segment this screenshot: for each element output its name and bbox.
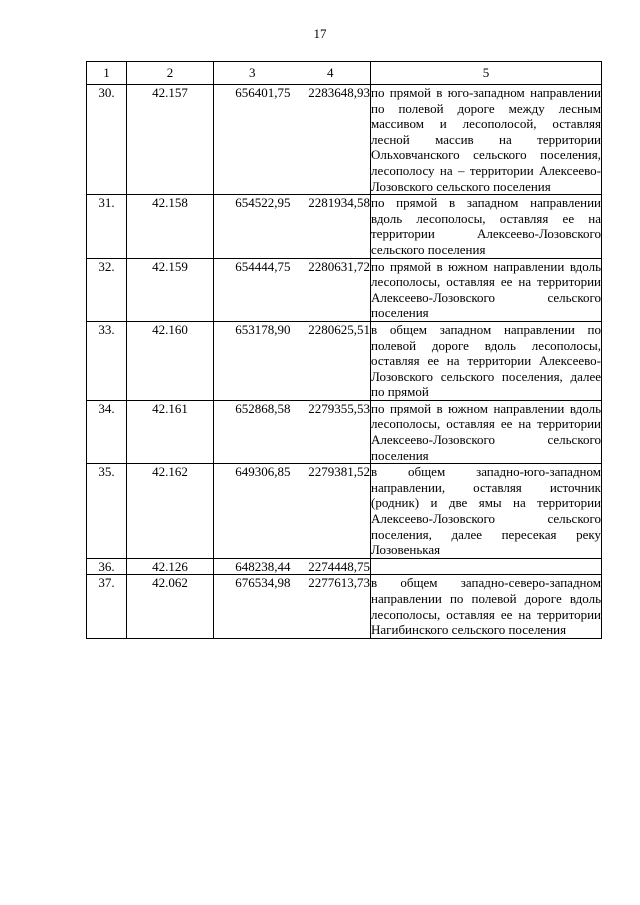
point-id: 42.062 [127,575,214,638]
row-number: 36. [87,558,127,575]
table-row [87,464,602,559]
coordinate-x: 654522,95 [214,195,291,258]
row-number: 35. [87,464,127,559]
header-col-4: 4 [291,62,371,85]
page-number: 17 [313,26,327,41]
table-row [87,85,602,195]
coordinate-y: 2274448,75 [291,558,371,575]
row-number: 33. [87,321,127,400]
table-row [87,558,602,575]
row-number: 30. [87,85,127,195]
coordinate-y: 2277613,73 [291,575,371,638]
row-number: 34. [87,400,127,463]
coordinate-x: 648238,44 [214,558,291,575]
header-col-5: 5 [371,62,602,85]
coordinate-y: 2279355,53 [291,400,371,463]
point-id: 42.157 [127,85,214,195]
coordinate-y: 2280625,51 [291,321,371,400]
point-id: 42.161 [127,400,214,463]
coordinate-y: 2279381,52 [291,464,371,559]
boundary-description: в общем западно-юго-западном направлении, оставляя источник (родник) и две ямы на территории Алексеево-Лозовского сельского поселения, далее пересекая реку Лозовенькая [371,464,601,558]
table-row [87,195,602,258]
row-number: 31. [87,195,127,258]
table-row [87,575,602,638]
coordinate-y: 2280631,72 [291,258,371,321]
coordinate-y: 2283648,93 [291,85,371,195]
boundary-description: по прямой в юго-западном направлении по полевой дороге между лесным массивом и лесополосой, оставляя лесной массив на территории Ольховчанского сельского поселения, лесополосу на – территории Алексеево-Лозовского сельского поселения [371,85,601,194]
table-row [87,258,602,321]
header-row [87,62,602,85]
boundary-description: по прямой в западном направлении вдоль лесополосы, оставляя ее на территории Алексеево-Лозовского сельского поселения [371,195,601,257]
row-number: 32. [87,258,127,321]
boundary-description: по прямой в южном направлении вдоль лесополосы, оставляя ее на территории Алексеево-Лозовского сельского поселения [371,258,601,321]
table-body [87,85,602,639]
point-id: 42.159 [127,258,214,321]
coordinate-x: 653178,90 [214,321,291,400]
coordinate-x: 649306,85 [214,464,291,559]
header-col-1: 1 [87,62,127,85]
point-id: 42.158 [127,195,214,258]
boundary-description: по прямой в южном направлении вдоль лесополосы, оставляя ее на территории Алексеево-Лозовского сельского поселения [371,400,601,463]
header-col-3: 3 [214,62,291,85]
table-row [87,321,602,400]
row-number: 37. [87,575,127,638]
header-col-2: 2 [127,62,214,85]
coordinate-x: 652868,58 [214,400,291,463]
table-header [87,62,602,85]
point-id: 42.162 [127,464,214,559]
boundary-description [371,558,602,575]
table-row [87,400,602,463]
boundary-description: в общем западно-северо-западном направлении по полевой дороге вдоль лесополосы, оставляя ее на территории Нагибинского сельского поселения [371,575,601,638]
boundary-table [86,61,602,639]
coordinate-x: 656401,75 [214,85,291,195]
coordinate-x: 676534,98 [214,575,291,638]
boundary-description: в общем западном направлении по полевой дороге вдоль лесополосы, оставляя ее на территории Алексеево-Лозовского сельского поселения, далее по прямой [371,321,601,400]
point-id: 42.126 [127,558,214,575]
coordinate-y: 2281934,58 [291,195,371,258]
coordinate-x: 654444,75 [214,258,291,321]
point-id: 42.160 [127,321,214,400]
